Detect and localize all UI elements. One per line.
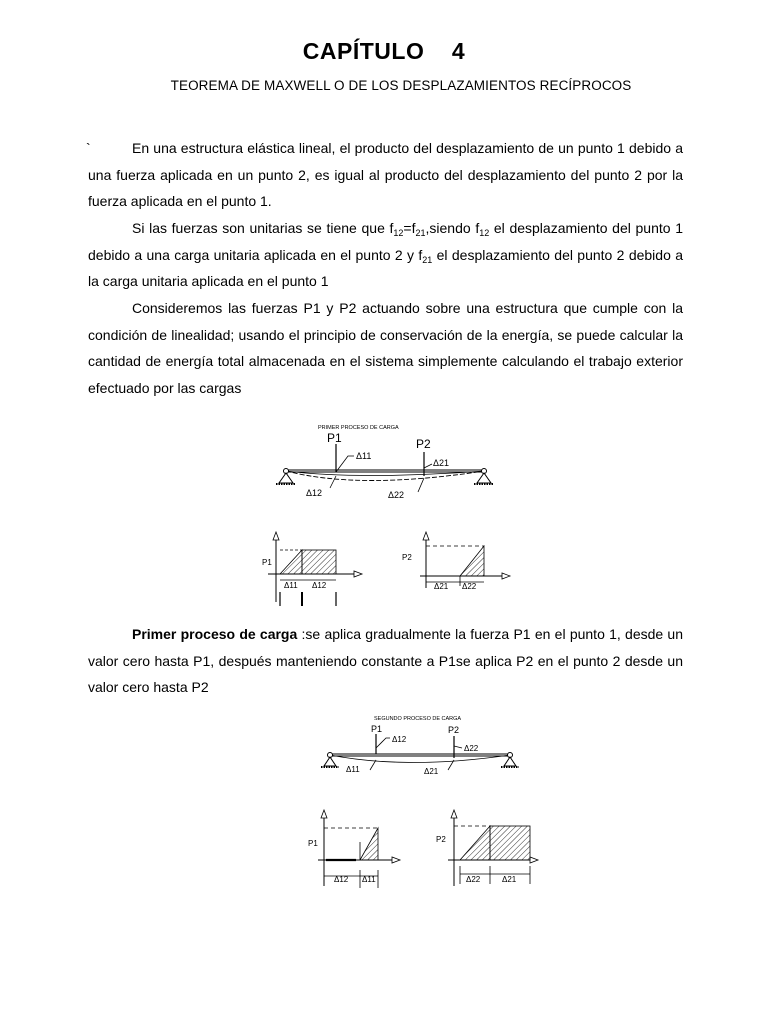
graph-p2-second-process bbox=[432, 808, 548, 892]
graph-p1-second-process bbox=[306, 808, 406, 892]
load-label-p1-second: P1 bbox=[371, 724, 383, 734]
figure-2-title: SEGUNDO PROCESO DE CARGA bbox=[374, 716, 462, 722]
graph-p1-first-process bbox=[258, 530, 370, 610]
load-label-p2-second: P2 bbox=[448, 725, 460, 735]
label-delta-21-second: Δ21 bbox=[424, 767, 439, 776]
paragraph-1-text: En una estructura elástica lineal, el producto del desplazamiento de un punto 1 debido a una fuerza aplicada en un punto 2, es igual al producto del desplazamiento del punto 2 por la fuerza aplicada en el punto 1. bbox=[88, 140, 683, 210]
paragraph-2 bbox=[88, 215, 683, 295]
graph-4-delta-22: Δ22 bbox=[466, 875, 481, 884]
chapter-title: CAPÍTULO 4 bbox=[302, 38, 466, 64]
paragraph-3 bbox=[88, 295, 683, 401]
paragraph-4 bbox=[88, 621, 683, 701]
label-delta-22-second: Δ22 bbox=[464, 744, 479, 753]
chapter-subtitle: TEOREMA DE MAXWELL O DE LOS DESPLAZAMIENTOS RECÍPROCOS bbox=[170, 78, 632, 93]
graph-2-delta-21: Δ21 bbox=[434, 582, 449, 591]
paragraph-4-bold-lead: Primer proceso de carga bbox=[132, 626, 298, 642]
figure-1-title: PRIMER PROCESO DE CARGA bbox=[318, 425, 399, 431]
graph-1-delta-12: Δ12 bbox=[312, 581, 327, 590]
load-label-p2: P2 bbox=[416, 437, 431, 451]
graph-1-delta-11: Δ11 bbox=[284, 581, 298, 590]
paragraph-4-text: Primer proceso de carga :se aplica gradualmente la fuerza P1 en el punto 1, desde un valor cero hasta P1, después manteniendo constante a P1se aplica P2 en el punto 2 desde un valor cero hasta P2 bbox=[88, 626, 684, 696]
label-delta-11: Δ11 bbox=[356, 451, 372, 461]
graph-3-ylabel: P1 bbox=[308, 839, 318, 848]
graph-2-ylabel: P2 bbox=[402, 553, 412, 562]
label-delta-22: Δ22 bbox=[388, 490, 405, 500]
paragraph-1 bbox=[88, 135, 683, 215]
graph-1-ylabel: P1 bbox=[262, 558, 272, 567]
graph-4-ylabel: P2 bbox=[436, 835, 446, 844]
load-label-p1: P1 bbox=[327, 431, 342, 445]
graph-3-delta-11: Δ11 bbox=[362, 875, 376, 884]
label-delta-11-second: Δ11 bbox=[346, 765, 360, 774]
graph-3-delta-12: Δ12 bbox=[334, 875, 349, 884]
paragraph-2-text: Si las fuerzas son unitarias se tiene que $f_{12}=f_{21},siendo$ $f_{12}$ el desplazamiento del punto 1 debido a una carga unitaria aplicada en el punto 2 y $f_{21}$ el desplazamiento del punto 2 debido a la carga unitaria aplicada en el punto 1 bbox=[88, 220, 683, 290]
graph-2-delta-22: Δ22 bbox=[462, 582, 477, 591]
paragraph-3-text: Consideremos las fuerzas P1 y P2 actuando sobre una estructura que cumple con la condición de linealidad; usando el principio de conservación de la energía, se puede calcular la cantidad de energía total almacenada en el sistema simplemente calculando el trabajo exterior efectuado por las cargas bbox=[88, 300, 683, 396]
figure-first-loading-beam bbox=[270, 420, 500, 500]
label-delta-12: Δ12 bbox=[306, 488, 323, 498]
graph-4-delta-21: Δ21 bbox=[502, 875, 517, 884]
graph-p2-first-process bbox=[398, 530, 516, 595]
stray-backtick: ` bbox=[86, 140, 91, 156]
figure-second-loading-beam bbox=[318, 712, 523, 780]
label-delta-21: Δ21 bbox=[433, 458, 450, 468]
label-delta-12-second: Δ12 bbox=[392, 735, 407, 744]
